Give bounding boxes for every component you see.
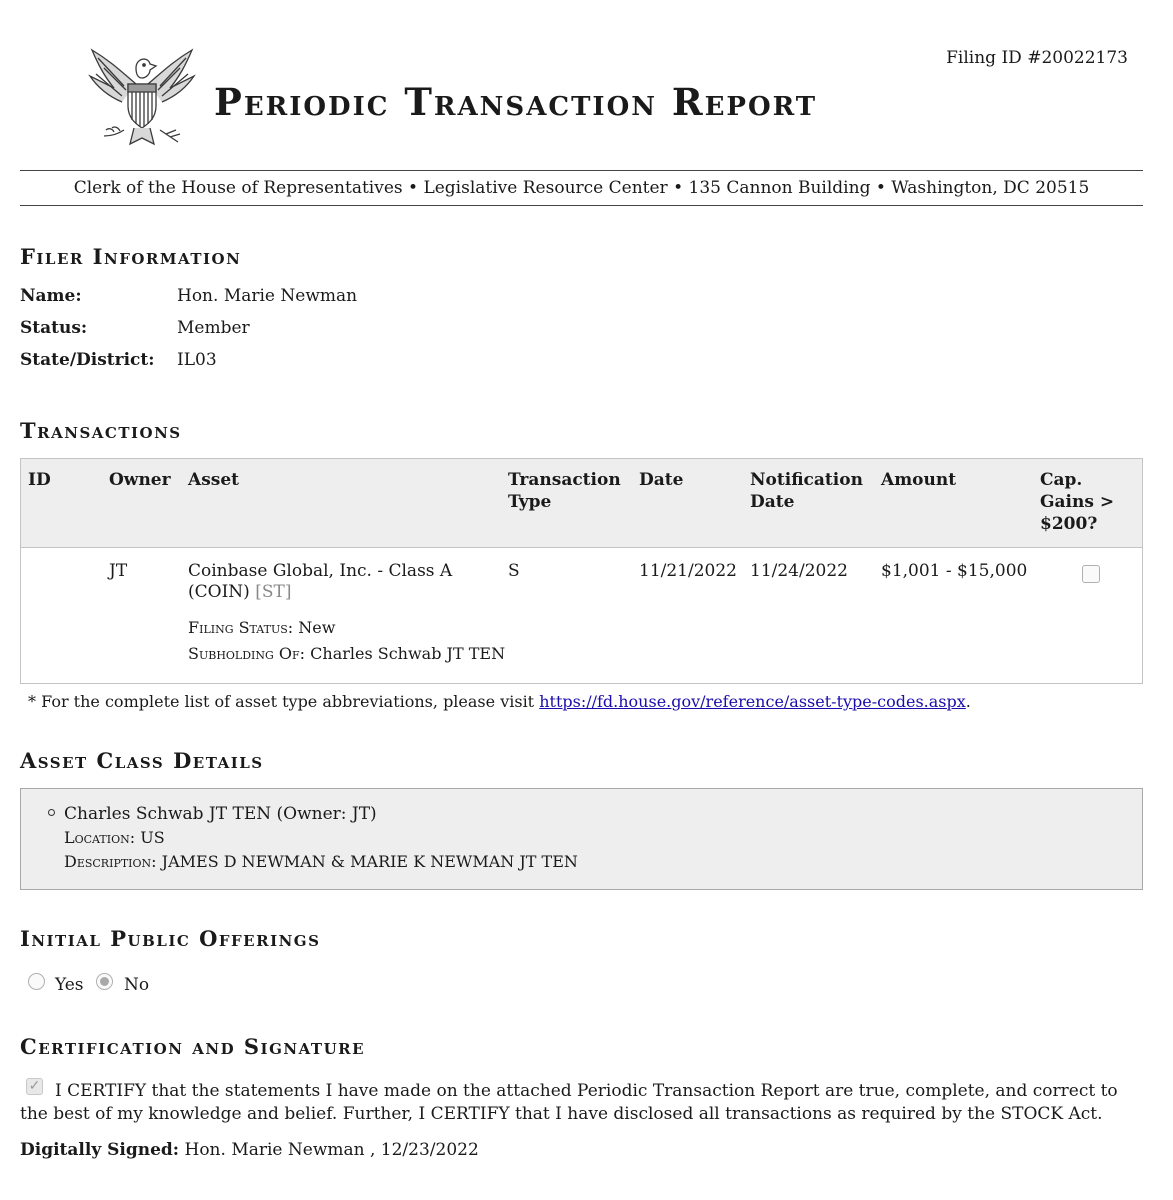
checkmark-icon: ✓ xyxy=(28,1078,41,1094)
name-value: Hon. Marie Newman xyxy=(177,286,358,306)
asset-class-details-heading: Asset Class Details xyxy=(20,748,264,773)
header-top-divider xyxy=(20,170,1143,171)
subholding-value: Charles Schwab JT TEN xyxy=(310,644,506,663)
asset-type-footnote xyxy=(28,692,971,711)
signed-value: Hon. Marie Newman , 12/23/2022 xyxy=(184,1140,479,1160)
asset-class-item xyxy=(64,802,578,874)
column-header-id: ID xyxy=(28,470,51,490)
column-header-notification-date: Notification Date xyxy=(750,470,863,512)
status-label: Status: xyxy=(20,318,88,338)
row-amount: $1,001 - $15,000 xyxy=(881,561,1028,581)
subholding-label: Subholding Of: xyxy=(188,644,306,663)
column-header-owner: Owner xyxy=(109,470,171,490)
certify-checkbox[interactable] xyxy=(26,1078,43,1095)
digital-signature xyxy=(20,1140,479,1160)
filer-information-heading: Filer Information xyxy=(20,244,242,269)
row-notification-date: 11/24/2022 xyxy=(750,561,848,581)
asset-class-details-box xyxy=(20,788,1143,890)
footnote-end: . xyxy=(965,692,971,711)
filing-status-value: New xyxy=(298,618,336,637)
location-value: US xyxy=(140,828,165,847)
ipo-yes-label: Yes xyxy=(55,975,84,995)
ipo-heading: Initial Public Offerings xyxy=(20,926,321,951)
bullet-icon xyxy=(48,809,55,816)
description-label: Description: xyxy=(64,852,157,871)
signed-label: Digitally Signed: xyxy=(20,1140,180,1160)
transactions-heading: Transactions xyxy=(20,418,182,443)
state-district-label: State/District: xyxy=(20,350,155,370)
state-district-value: IL03 xyxy=(177,350,217,370)
row-transaction-type: S xyxy=(508,561,520,581)
description-value: JAMES D NEWMAN & MARIE K NEWMAN JT TEN xyxy=(161,852,578,871)
ipo-no-label: No xyxy=(124,975,150,995)
row-subholding xyxy=(188,643,505,664)
asset-class-name: Charles Schwab JT TEN (Owner: JT) xyxy=(64,804,377,824)
name-label: Name: xyxy=(20,286,82,306)
certification-heading: Certification and Signature xyxy=(20,1034,366,1059)
filing-status-label: Filing Status: xyxy=(188,618,294,637)
row-asset-name: Coinbase Global, Inc. - Class A (COIN) xyxy=(188,561,453,602)
row-asset xyxy=(188,561,478,603)
column-header-date: Date xyxy=(639,470,684,490)
row-owner: JT xyxy=(109,561,128,581)
cap-gains-checkbox[interactable] xyxy=(1082,565,1100,583)
row-asset-type: [ST] xyxy=(255,582,292,602)
column-header-amount: Amount xyxy=(881,470,957,490)
row-date: 11/21/2022 xyxy=(639,561,737,581)
page-title: Periodic Transaction Report xyxy=(214,80,818,124)
certification-statement: I CERTIFY that the statements I have made on the attached Periodic Transaction Report are true, complete, and correct to the best of my knowledge and belief. Further, I CERTIFY that I have disclosed all transactions as required by the STOCK Act. xyxy=(20,1081,1118,1124)
transactions-table xyxy=(20,458,1143,684)
column-header-cap-gains: Cap. Gains > $200? xyxy=(1040,470,1115,534)
asset-class-description xyxy=(64,850,578,874)
column-header-transaction-type: Transaction Type xyxy=(508,470,621,512)
header-bottom-divider xyxy=(20,205,1143,206)
table-header-row xyxy=(21,459,1142,548)
column-header-asset: Asset xyxy=(188,470,239,490)
filing-id: Filing ID #20022173 xyxy=(946,48,1128,68)
status-value: Member xyxy=(177,318,250,338)
asset-type-codes-link[interactable]: https://fd.house.gov/reference/asset-type-codes.aspx xyxy=(539,692,966,711)
location-label: Location: xyxy=(64,828,136,847)
ipo-no-radio[interactable] xyxy=(96,973,113,990)
row-filing-status xyxy=(188,617,335,638)
clerk-address-line: Clerk of the House of Representatives • Legislative Resource Center • 135 Cannon Building • Washington, DC 20515 xyxy=(73,178,1090,198)
asset-class-location xyxy=(64,826,578,850)
ipo-yes-radio[interactable] xyxy=(28,973,45,990)
eagle-seal-icon xyxy=(84,44,200,150)
footnote-text: * For the complete list of asset type abbreviations, please visit xyxy=(28,692,535,711)
